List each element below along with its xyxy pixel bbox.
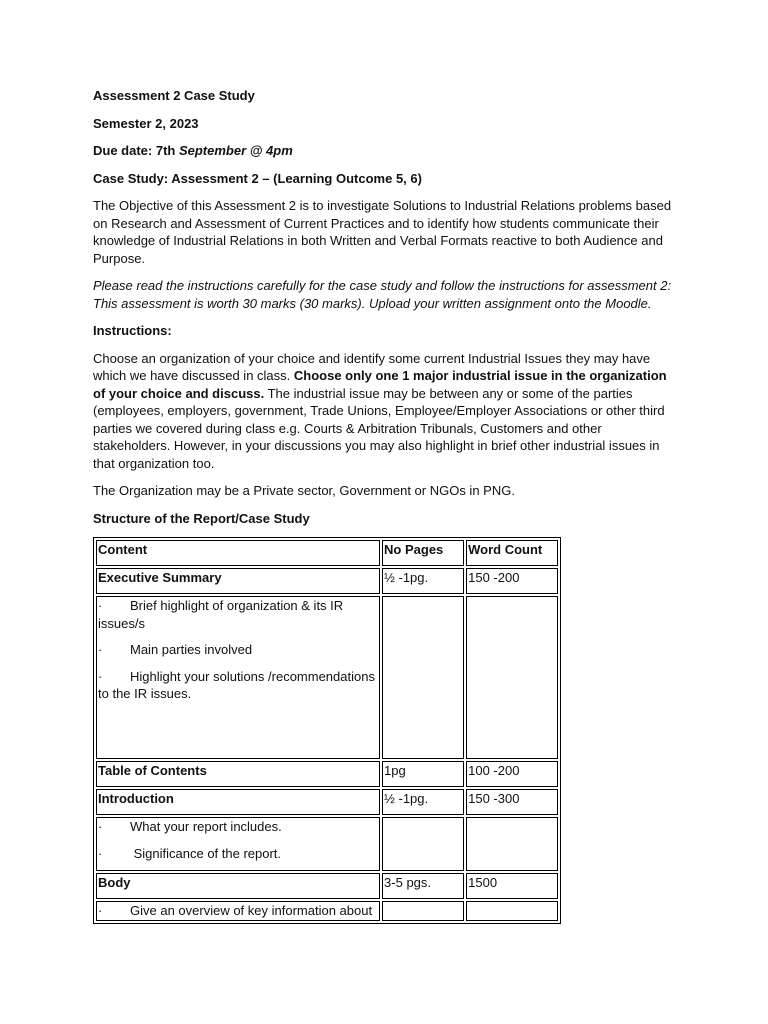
document-body [93,87,678,527]
empty-cell [382,817,464,871]
objective-paragraph: The Objective of this Assessment 2 is to investigate Solutions to Industrial Relations problems based on Research and Assessment of Current Practices and to identify how students communicate their knowledge of Industrial Relations in both Written and Verbal Formats reactive to both Audience and Purpose. [93,198,672,266]
table-row [96,568,558,594]
due-date-label: Due date: 7th [93,143,179,158]
instructions-paragraph [93,350,678,473]
executive-summary-pages: ½ -1pg. [382,568,464,594]
bullet-mark: · [98,642,103,657]
executive-summary-bullets [96,596,380,759]
instructions-text-bold: Choose only one 1 major industrial issue in the organization of your choice and discuss. [93,368,667,401]
bullet-mark: · [98,845,103,861]
structure-heading: Structure of the Report/Case Study [93,510,310,526]
executive-summary-words: 150 -200 [466,568,558,594]
introduction-words: 150 -300 [466,789,558,815]
introduction-bullets [96,817,380,871]
bullet-mark: · [98,903,103,918]
bullet-mark: · [98,598,103,613]
table-row [96,596,558,759]
list-item: · Significance of the report. [98,845,282,861]
introduction-pages: ½ -1pg. [382,789,464,815]
organization-note: The Organization may be a Private sector, Government or NGOs in PNG. [93,483,515,498]
due-date-line [93,142,678,160]
table-row [96,817,558,871]
list-item: · Brief highlight of organization & its IR issues/s [98,598,344,631]
empty-cell [466,901,558,921]
toc-label: Table of Contents [96,761,380,787]
due-date-value: September @ 4pm [178,143,293,158]
toc-words: 100 -200 [466,761,558,787]
introduction-label: Introduction [96,789,380,815]
semester-line: Semester 2, 2023 [93,115,199,131]
instructions-heading: Instructions: [93,323,172,338]
table-row [96,901,558,921]
header-content: Content [96,540,380,566]
bullet-mark: · [98,668,103,684]
body-pages: 3-5 pgs. [382,873,464,899]
empty-cell [382,596,464,759]
executive-summary-label: Executive Summary [96,568,380,594]
empty-cell [466,817,558,871]
header-no-pages: No Pages [382,540,464,566]
table-row [96,873,558,899]
body-bullets [96,901,380,921]
bullet-mark: · [98,819,103,834]
table-row [96,761,558,787]
header-word-count: Word Count [466,540,558,566]
case-study-heading: Case Study: Assessment 2 – (Learning Outcome 5, 6) [93,170,422,186]
table-header-row [96,540,558,566]
body-words: 1500 [466,873,558,899]
list-item: · Highlight your solutions /recommendations to the IR issues. [98,668,375,701]
list-item: · What your report includes. [98,819,282,834]
report-structure-table [93,537,561,924]
list-item: · Give an overview of key information about [98,903,373,918]
toc-pages: 1pg [382,761,464,787]
empty-cell [466,596,558,759]
instructions-text-2: The industrial issue may be between any or some of the parties (employees, employers, government, Trade Unions, Employee/Employer Associations or other third parties we covered during class e.g. Courts & Arbitration Tribunals, Customers and other stakeholders. However, in your discussions you may also highlight in brief other industrial issues in that organization too. [93,385,665,471]
list-item: · Main parties involved [98,642,253,657]
table-row [96,789,558,815]
document-title: Assessment 2 Case Study [93,88,255,103]
instructions-text-1: Choose an organization of your choice and identify some current Industrial Issues they may have which we have discussed in class. [93,350,651,383]
empty-cell [382,901,464,921]
body-label: Body [96,873,380,899]
instructions-note: Please read the instructions carefully for the case study and follow the instructions for assessment 2: This assessment is worth 30 marks (30 marks). Upload your written assignment onto the Moodle. [93,278,672,311]
